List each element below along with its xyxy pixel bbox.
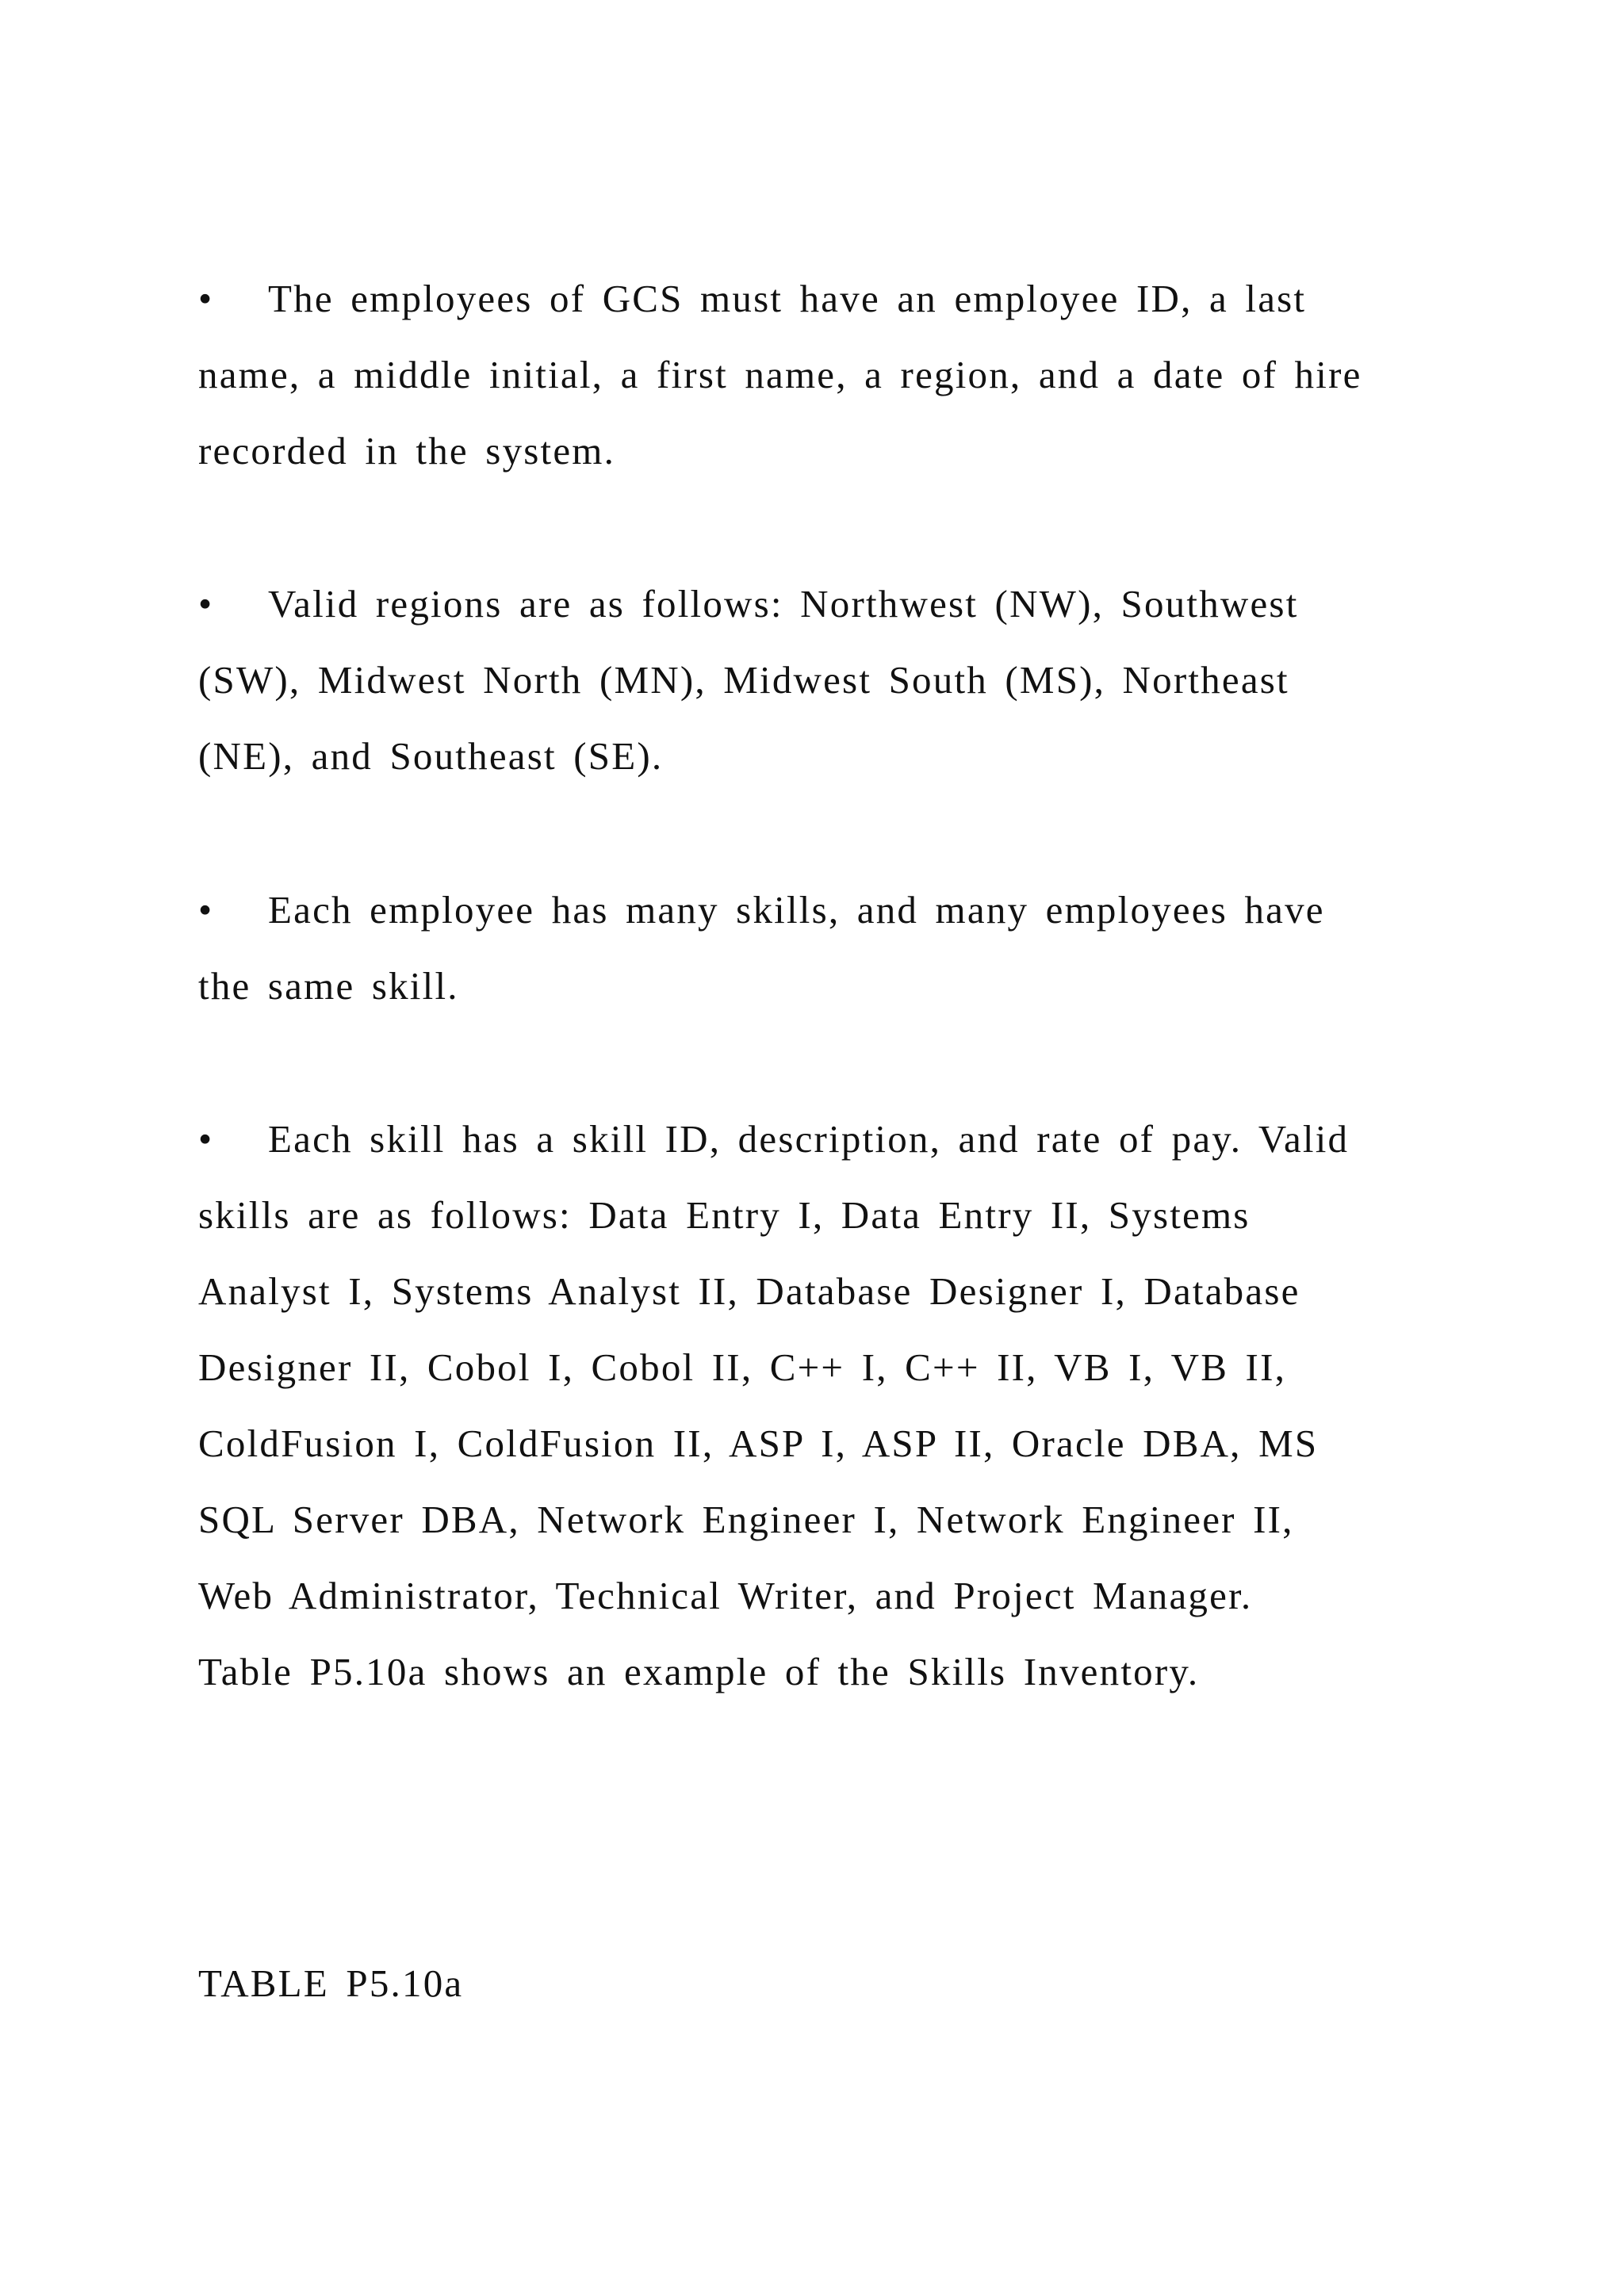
paragraph-line: name, a middle initial, a first name, a region, and a date of hire [198,353,1362,396]
paragraph-text: Valid regions are as follows: Northwest (NW), Southwest [268,582,1299,626]
paragraph-text: Each skill has a skill ID, description, and rate of pay. Valid [268,1117,1350,1161]
bullet-icon: • [198,582,214,626]
paragraph-line [198,1101,1435,1177]
paragraph-line: (SW), Midwest North (MN), Midwest South (MS), Northeast [198,658,1289,702]
paragraph-line: Designer II, Cobol I, Cobol II, C++ I, C++ II, VB I, VB II, [198,1345,1287,1389]
paragraph-text: Each employee has many skills, and many employees have [268,888,1325,932]
table-label: TABLE P5.10a [198,1961,464,2005]
paragraph-line: Analyst I, Systems Analyst II, Database Designer I, Database [198,1269,1300,1313]
paragraph-line: Web Administrator, Technical Writer, and Project Manager. [198,1574,1253,1617]
bullet-paragraph-regions [198,566,1435,794]
paragraph-text: The employees of GCS must have an employee ID, a last [268,277,1307,320]
bullet-paragraph-skill-details [198,1101,1435,1710]
bullet-icon: • [198,1117,214,1161]
bullet-icon: • [198,277,214,320]
paragraph-line: SQL Server DBA, Network Engineer I, Network Engineer II, [198,1498,1294,1541]
paragraph-line: skills are as follows: Data Entry I, Data Entry II, Systems [198,1193,1251,1237]
paragraph-line [198,566,1435,642]
bullet-paragraph-employees [198,261,1435,489]
paragraph-line: Table P5.10a shows an example of the Skills Inventory. [198,1650,1200,1693]
bullet-paragraph-many-skills [198,872,1435,1024]
paragraph-line: (NE), and Southeast (SE). [198,734,664,778]
paragraph-line [198,261,1435,337]
paragraph-line [198,872,1435,948]
paragraph-line: ColdFusion I, ColdFusion II, ASP I, ASP II, Oracle DBA, MS [198,1422,1319,1465]
paragraph-line: recorded in the system. [198,429,616,473]
paragraph-line: the same skill. [198,964,459,1008]
bullet-icon: • [198,888,214,932]
